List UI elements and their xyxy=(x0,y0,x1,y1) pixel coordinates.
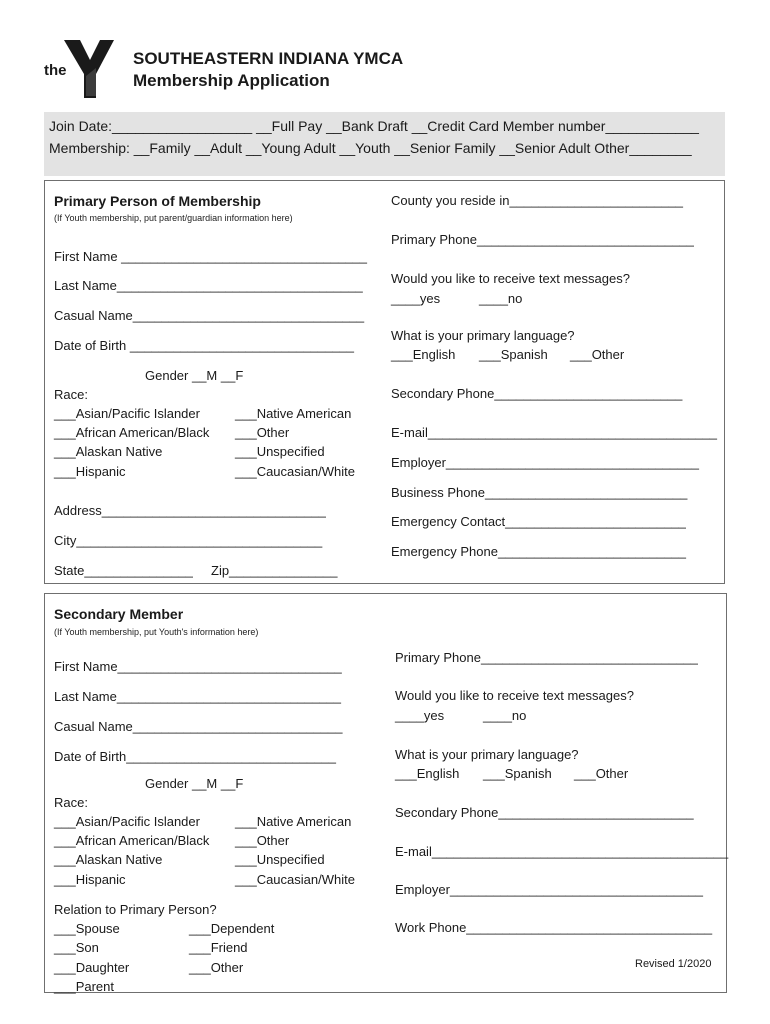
email-field[interactable]: E-mail_________________________________________ xyxy=(395,844,729,859)
language-spanish-option[interactable]: ___Spanish xyxy=(483,766,552,781)
language-english-option[interactable]: ___English xyxy=(395,766,460,781)
race-option[interactable]: ___Unspecified xyxy=(235,852,325,867)
form-title: Membership Application xyxy=(133,71,330,90)
relation-question: Relation to Primary Person? xyxy=(54,902,217,917)
text-yes-option[interactable]: ____yes xyxy=(395,708,445,723)
relation-option[interactable]: ___Daughter xyxy=(54,960,130,975)
text-messages-question: Would you like to receive text messages? xyxy=(391,271,630,286)
relation-option[interactable]: ___Dependent xyxy=(189,921,275,936)
race-option[interactable]: ___Native American xyxy=(235,406,352,421)
zip-field[interactable]: Zip_______________ xyxy=(211,563,338,578)
race-option[interactable]: ___Caucasian/White xyxy=(235,464,355,479)
relation-option[interactable]: ___Friend xyxy=(189,940,248,955)
race-option[interactable]: ___Native American xyxy=(235,814,352,829)
date-of-birth-field[interactable]: Date of Birth_____________________________ xyxy=(54,749,336,764)
logo-text: the xyxy=(44,62,67,79)
race-option[interactable]: ___African American/Black xyxy=(54,833,210,848)
business-phone-field[interactable]: Business Phone____________________________ xyxy=(391,485,688,500)
text-no-option[interactable]: ____no xyxy=(479,291,523,306)
city-field[interactable]: City__________________________________ xyxy=(54,533,323,548)
language-question: What is your primary language? xyxy=(391,328,575,343)
date-of-birth-field[interactable]: Date of Birth _______________________________ xyxy=(54,338,354,353)
gender-field[interactable]: Gender __M __F xyxy=(145,368,244,383)
page-title xyxy=(133,48,403,92)
relation-option[interactable]: ___Spouse xyxy=(54,921,120,936)
primary-phone-field[interactable]: Primary Phone______________________________ xyxy=(391,232,694,247)
race-label: Race: xyxy=(54,795,88,810)
language-english-option[interactable]: ___English xyxy=(391,347,456,362)
casual-name-field[interactable]: Casual Name_____________________________ xyxy=(54,719,343,734)
language-other-option[interactable]: ___Other xyxy=(570,347,625,362)
text-yes-option[interactable]: ____yes xyxy=(391,291,441,306)
first-name-field[interactable]: First Name_______________________________ xyxy=(54,659,342,674)
secondary-phone-field[interactable]: Secondary Phone___________________________ xyxy=(395,805,694,820)
primary-person-section xyxy=(44,180,725,584)
race-option[interactable]: ___Hispanic xyxy=(54,464,126,479)
section-title: Secondary Member xyxy=(54,606,184,622)
language-spanish-option[interactable]: ___Spanish xyxy=(479,347,548,362)
race-option[interactable]: ___Hispanic xyxy=(54,872,126,887)
relation-option[interactable]: ___Other xyxy=(189,960,244,975)
text-no-option[interactable]: ____no xyxy=(483,708,527,723)
county-field[interactable]: County you reside in________________________ xyxy=(391,193,684,208)
language-other-option[interactable]: ___Other xyxy=(574,766,629,781)
section-note: (If Youth membership, put Youth's information here) xyxy=(54,627,259,637)
org-name: SOUTHEASTERN INDIANA YMCA xyxy=(133,49,404,68)
membership-type-line[interactable]: Membership: __Family __Adult __Young Adult __Youth __Senior Family __Senior Adult Other________ xyxy=(49,140,692,156)
section-title: Primary Person of Membership xyxy=(54,193,261,209)
relation-option[interactable]: ___Parent xyxy=(54,979,114,994)
employer-field[interactable]: Employer___________________________________ xyxy=(391,455,699,470)
race-option[interactable]: ___Asian/Pacific Islander xyxy=(54,406,200,421)
relation-option[interactable]: ___Son xyxy=(54,940,99,955)
gender-field[interactable]: Gender __M __F xyxy=(145,776,244,791)
casual-name-field[interactable]: Casual Name________________________________ xyxy=(54,308,365,323)
text-messages-question: Would you like to receive text messages? xyxy=(395,688,634,703)
ymca-y-icon xyxy=(44,38,124,100)
emergency-contact-field[interactable]: Emergency Contact_________________________ xyxy=(391,514,686,529)
employer-field[interactable]: Employer___________________________________ xyxy=(395,882,703,897)
race-option[interactable]: ___Caucasian/White xyxy=(235,872,355,887)
race-option[interactable]: ___Alaskan Native xyxy=(54,852,163,867)
address-field[interactable]: Address_______________________________ xyxy=(54,503,326,518)
race-option[interactable]: ___Alaskan Native xyxy=(54,444,163,459)
last-name-field[interactable]: Last Name_______________________________ xyxy=(54,689,341,704)
race-option[interactable]: ___Unspecified xyxy=(235,444,325,459)
state-field[interactable]: State_______________ xyxy=(54,563,193,578)
email-field[interactable]: E-mail________________________________________ xyxy=(391,425,718,440)
race-option[interactable]: ___Other xyxy=(235,425,290,440)
membership-info-bar xyxy=(44,112,725,176)
ymca-logo xyxy=(44,38,124,100)
last-name-field[interactable]: Last Name__________________________________ xyxy=(54,278,363,293)
work-phone-field[interactable]: Work Phone__________________________________ xyxy=(395,920,713,935)
primary-phone-field[interactable]: Primary Phone______________________________ xyxy=(395,650,698,665)
secondary-phone-field[interactable]: Secondary Phone__________________________ xyxy=(391,386,683,401)
race-option[interactable]: ___Asian/Pacific Islander xyxy=(54,814,200,829)
race-label: Race: xyxy=(54,387,88,402)
section-note: (If Youth membership, put parent/guardian information here) xyxy=(54,213,293,223)
first-name-field[interactable]: First Name __________________________________ xyxy=(54,249,367,264)
emergency-phone-field[interactable]: Emergency Phone__________________________ xyxy=(391,544,686,559)
race-option[interactable]: ___African American/Black xyxy=(54,425,210,440)
secondary-member-section xyxy=(44,593,727,993)
language-question: What is your primary language? xyxy=(395,747,579,762)
revision-date: Revised 1/2020 xyxy=(635,958,712,970)
join-date-line[interactable]: Join Date:__________________ __Full Pay __Bank Draft __Credit Card Member number____________ xyxy=(49,118,699,134)
race-option[interactable]: ___Other xyxy=(235,833,290,848)
